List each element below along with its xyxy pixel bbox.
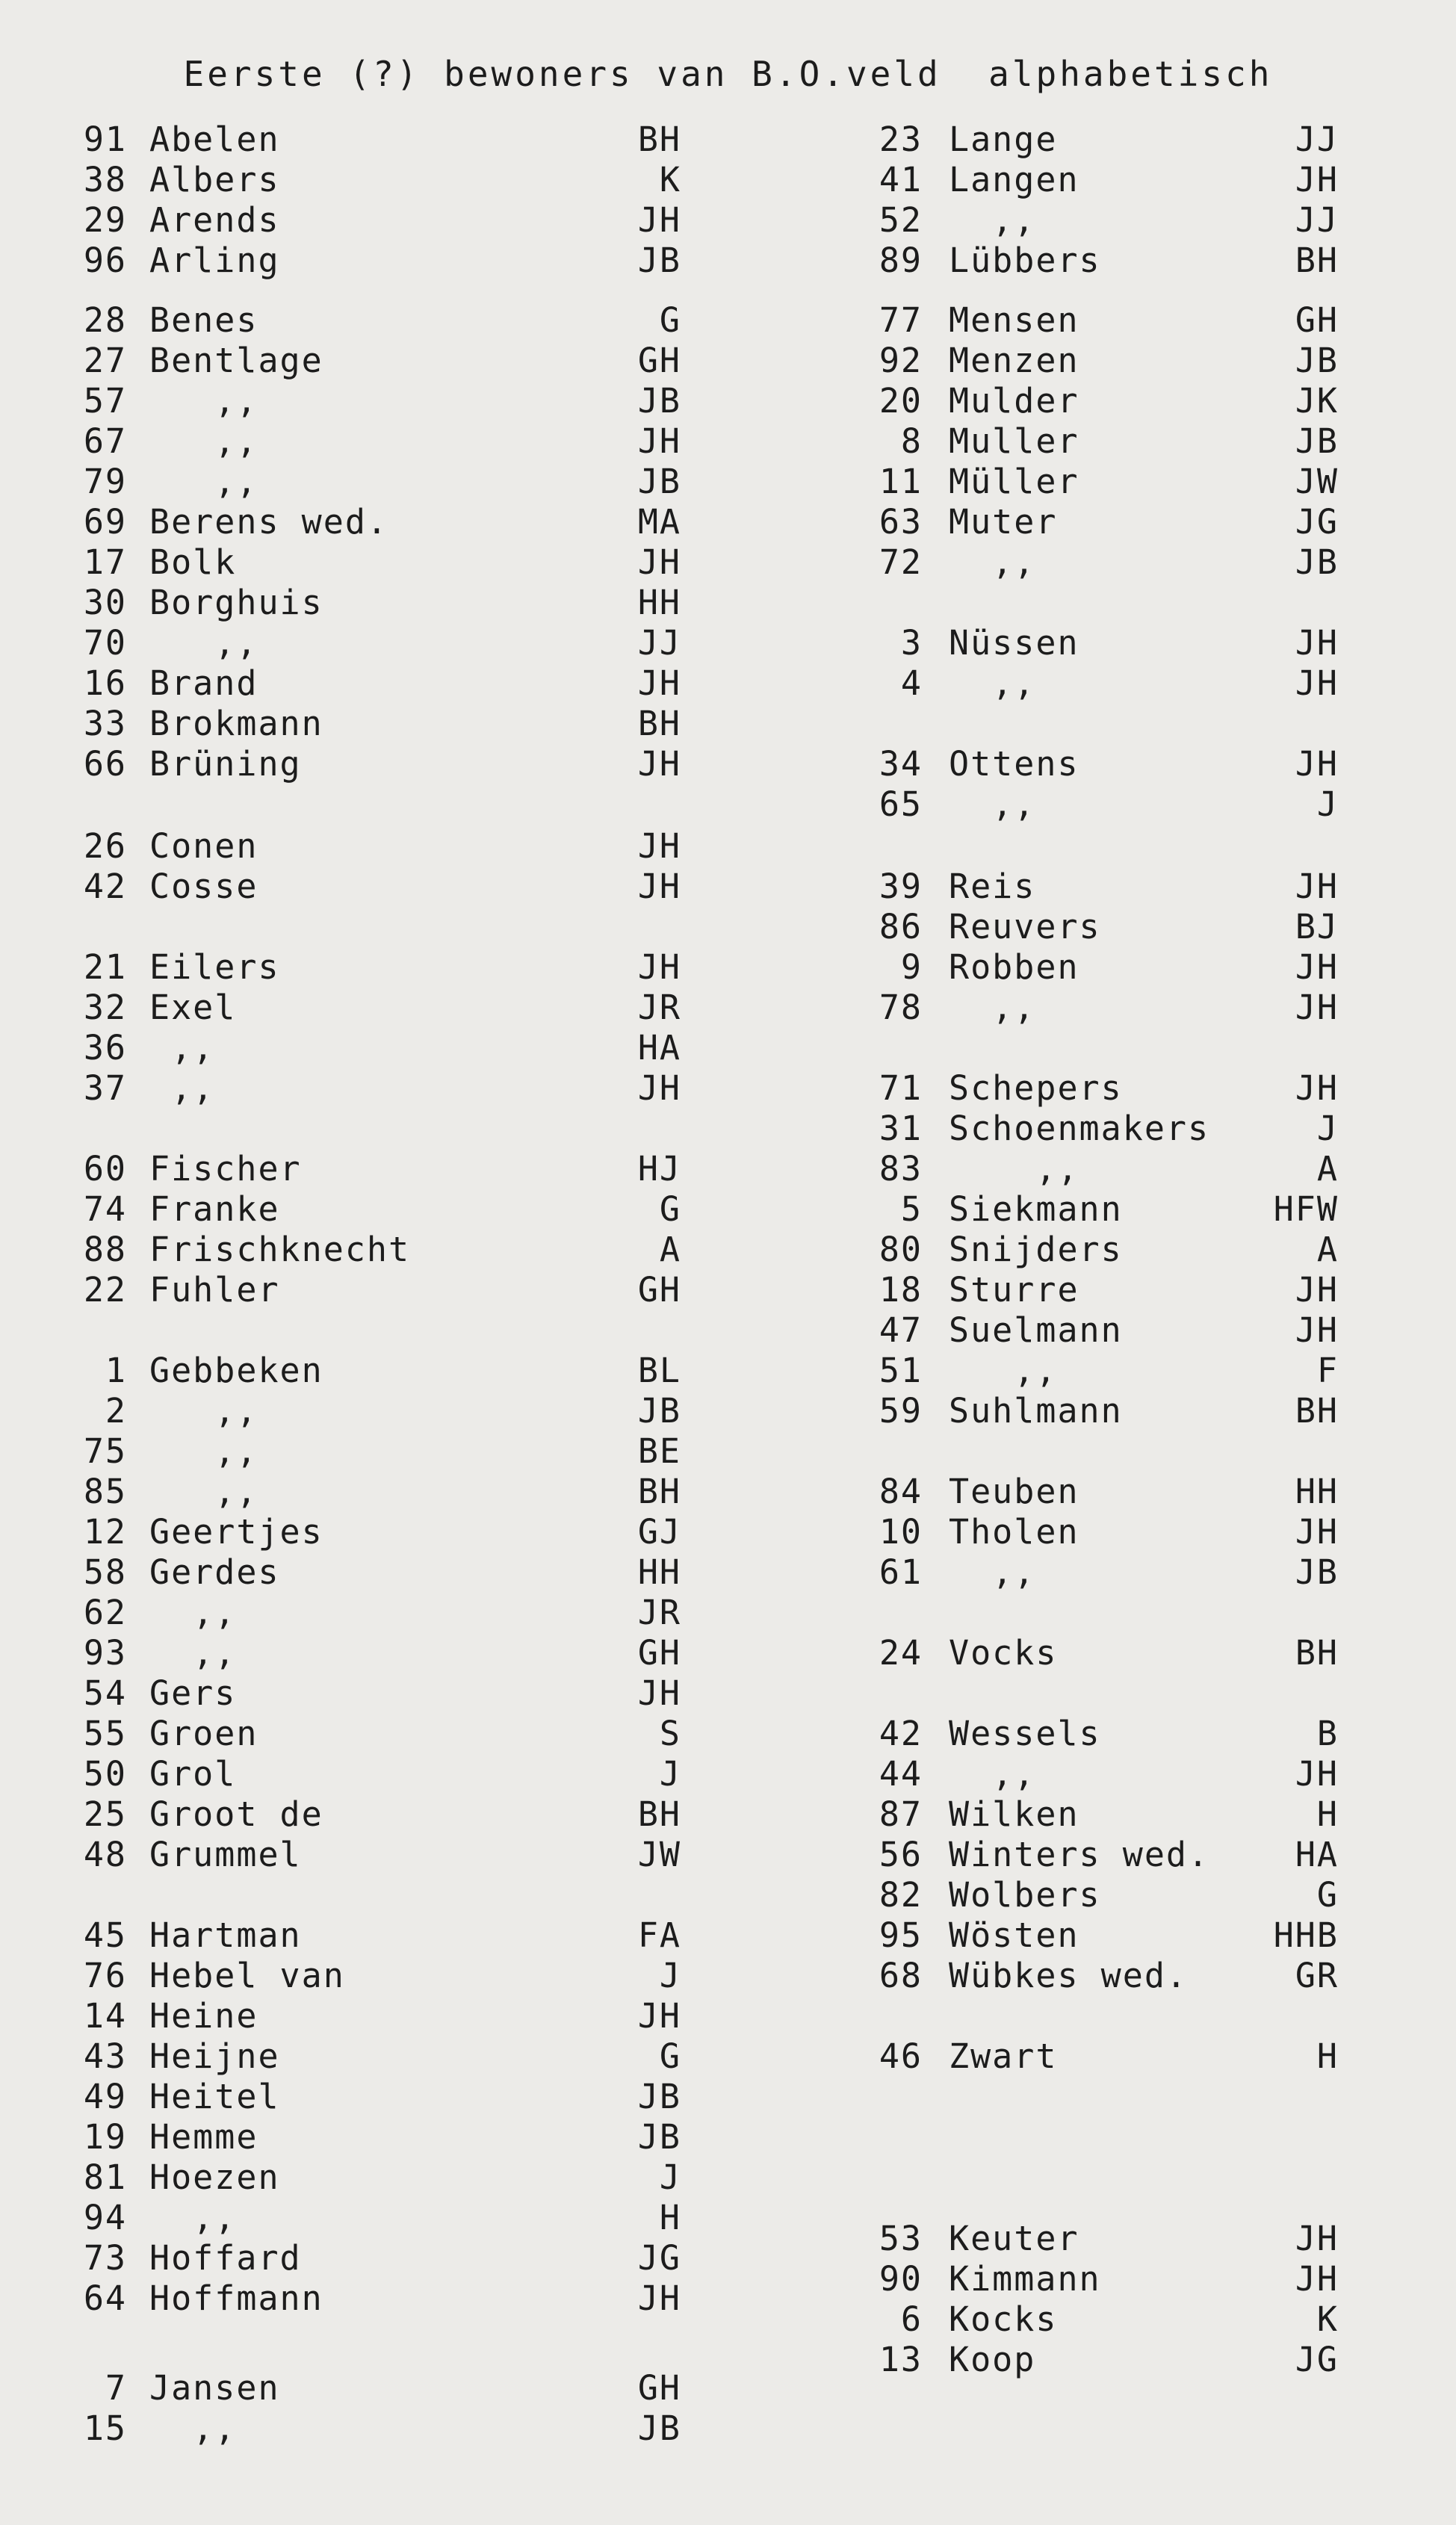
entry-number: 69: [83, 502, 127, 542]
entry-initials: JH: [637, 867, 681, 906]
entry-number: 59: [879, 1391, 923, 1431]
entry-name: Fuhler: [149, 1270, 280, 1310]
entry-name: ,,: [149, 1633, 237, 1673]
entry-initials: BH: [637, 1794, 681, 1834]
entry-number: 20: [879, 381, 923, 421]
entry-initials: JH: [637, 663, 681, 703]
entry-name: Mulder: [949, 381, 1079, 421]
entry-name: Abelen: [149, 120, 280, 159]
entry-number: 68: [879, 1956, 923, 1995]
entry-number: 8: [900, 421, 923, 461]
entry-initials: K: [1316, 2299, 1339, 2339]
entry-number: 47: [879, 1310, 923, 1350]
entry-name: Grummel: [149, 1835, 302, 1874]
entry-number: 55: [83, 1714, 127, 1753]
entry-number: 32: [83, 988, 127, 1027]
entry-initials: JH: [637, 1673, 681, 1713]
entry-name: Albers: [149, 160, 280, 199]
entry-name: Arends: [149, 200, 280, 240]
entry-number: 49: [83, 2077, 127, 2116]
entry-number: 13: [879, 2340, 923, 2379]
entry-name: Jansen: [149, 2368, 280, 2408]
entry-name: Cosse: [149, 867, 258, 906]
entry-number: 7: [105, 2368, 127, 2408]
entry-initials: JB: [1295, 341, 1339, 380]
entry-number: 78: [879, 988, 923, 1027]
entry-name: Arling: [149, 241, 280, 280]
entry-name: Grol: [149, 1754, 237, 1794]
entry-number: 53: [879, 2219, 923, 2258]
entry-initials: G: [1316, 1875, 1339, 1915]
entry-initials: GH: [637, 1633, 681, 1673]
entry-number: 86: [879, 907, 923, 947]
entry-name: Heine: [149, 1996, 258, 2036]
entry-name: Keuter: [949, 2219, 1079, 2258]
entry-number: 26: [83, 826, 127, 866]
entry-name: Ottens: [949, 744, 1079, 784]
entry-number: 43: [83, 2036, 127, 2076]
entry-initials: GH: [1295, 300, 1339, 340]
entry-number: 42: [879, 1714, 923, 1753]
entry-name: Sturre: [949, 1270, 1079, 1310]
entry-name: ,,: [149, 2198, 237, 2237]
entry-name: Wessels: [949, 1714, 1101, 1753]
entry-initials: JR: [637, 1593, 681, 1632]
entry-initials: JH: [1295, 744, 1339, 784]
entry-number: 28: [83, 300, 127, 340]
entry-number: 51: [879, 1351, 923, 1390]
entry-name: Teuben: [949, 1472, 1079, 1511]
entry-initials: JH: [637, 1996, 681, 2036]
entry-name: ,,: [149, 381, 258, 421]
entry-number: 60: [83, 1149, 127, 1189]
entry-number: 70: [83, 623, 127, 663]
entry-name: ,,: [149, 1068, 215, 1108]
entry-number: 74: [83, 1189, 127, 1229]
entry-number: 80: [879, 1230, 923, 1269]
entry-name: Kocks: [949, 2299, 1058, 2339]
entry-name: Vocks: [949, 1633, 1058, 1673]
entry-initials: JH: [637, 542, 681, 582]
entry-name: Mensen: [949, 300, 1079, 340]
entry-name: Conen: [149, 826, 258, 866]
entry-number: 83: [879, 1149, 923, 1189]
entry-number: 15: [83, 2408, 127, 2448]
entry-name: Heitel: [149, 2077, 280, 2116]
entry-name: ,,: [949, 1149, 1079, 1189]
entry-name: Exel: [149, 988, 237, 1027]
entry-name: Groen: [149, 1714, 258, 1753]
entry-name: Brüning: [149, 744, 302, 784]
entry-number: 79: [83, 462, 127, 501]
entry-initials: JH: [1295, 663, 1339, 703]
entry-initials: S: [659, 1714, 681, 1753]
entry-name: Suelmann: [949, 1310, 1123, 1350]
entry-number: 67: [83, 421, 127, 461]
entry-name: ,,: [149, 1391, 258, 1431]
entry-name: Reuvers: [949, 907, 1101, 947]
entry-name: Schepers: [949, 1068, 1123, 1108]
entry-initials: JH: [637, 200, 681, 240]
entry-number: 95: [879, 1915, 923, 1955]
entry-number: 36: [83, 1028, 127, 1068]
entry-initials: BH: [637, 704, 681, 743]
entry-initials: BH: [1295, 1633, 1339, 1673]
entry-number: 42: [83, 867, 127, 906]
entry-name: ,,: [949, 200, 1036, 240]
entry-name: ,,: [949, 663, 1036, 703]
entry-initials: JH: [637, 2278, 681, 2318]
entry-name: Hoffard: [149, 2238, 302, 2278]
entry-name: ,,: [949, 1754, 1036, 1794]
entry-number: 50: [83, 1754, 127, 1794]
entry-name: Kimmann: [949, 2259, 1101, 2299]
entry-number: 71: [879, 1068, 923, 1108]
entry-number: 89: [879, 241, 923, 280]
entry-name: Wübkes wed.: [949, 1956, 1189, 1995]
entry-name: Brokmann: [149, 704, 323, 743]
entry-initials: JH: [1295, 947, 1339, 987]
entry-number: 21: [83, 947, 127, 987]
entry-number: 64: [83, 2278, 127, 2318]
entry-number: 63: [879, 502, 923, 542]
entry-number: 82: [879, 1875, 923, 1915]
entry-name: ,,: [949, 1552, 1036, 1592]
entry-initials: JB: [637, 381, 681, 421]
entry-number: 17: [83, 542, 127, 582]
entry-name: Robben: [949, 947, 1079, 987]
entry-name: Suhlmann: [949, 1391, 1123, 1431]
entry-initials: BH: [637, 1472, 681, 1511]
entry-name: Langen: [949, 160, 1079, 199]
entry-initials: HA: [637, 1028, 681, 1068]
entry-name: ,,: [949, 988, 1036, 1027]
entry-initials: A: [1316, 1149, 1339, 1189]
entry-number: 77: [879, 300, 923, 340]
entry-initials: HH: [1295, 1472, 1339, 1511]
entry-name: ,,: [149, 462, 258, 501]
entry-initials: JG: [1295, 502, 1339, 542]
entry-name: ,,: [949, 784, 1036, 824]
entry-number: 41: [879, 160, 923, 199]
entry-name: Hoffmann: [149, 2278, 323, 2318]
entry-name: ,,: [149, 2408, 237, 2448]
entry-name: Wilken: [949, 1794, 1079, 1834]
entry-initials: B: [1316, 1714, 1339, 1753]
entry-number: 34: [879, 744, 923, 784]
entry-name: Siekmann: [949, 1189, 1123, 1229]
entry-name: Groot de: [149, 1794, 323, 1834]
entry-initials: GH: [637, 1270, 681, 1310]
entry-name: Reis: [949, 867, 1036, 906]
entry-initials: GH: [637, 341, 681, 380]
entry-name: Wolbers: [949, 1875, 1101, 1915]
entry-initials: JH: [1295, 988, 1339, 1027]
entry-initials: JH: [1295, 867, 1339, 906]
entry-initials: HJ: [637, 1149, 681, 1189]
entry-initials: H: [1316, 1794, 1339, 1834]
entry-initials: G: [659, 2036, 681, 2076]
entry-initials: JW: [637, 1835, 681, 1874]
entry-initials: F: [1316, 1351, 1339, 1390]
entry-name: Bolk: [149, 542, 237, 582]
entry-number: 62: [83, 1593, 127, 1632]
entry-initials: J: [1316, 784, 1339, 824]
entry-number: 96: [83, 241, 127, 280]
entry-initials: J: [659, 2157, 681, 2197]
entry-initials: JH: [1295, 160, 1339, 199]
entry-initials: JH: [637, 826, 681, 866]
entry-name: Franke: [149, 1189, 280, 1229]
entry-name: Nüssen: [949, 623, 1079, 663]
entry-number: 66: [83, 744, 127, 784]
entry-number: 10: [879, 1512, 923, 1552]
entry-number: 23: [879, 120, 923, 159]
entry-number: 84: [879, 1472, 923, 1511]
entry-name: ,,: [149, 1431, 258, 1471]
entry-initials: JG: [637, 2238, 681, 2278]
entry-number: 91: [83, 120, 127, 159]
entry-initials: JH: [1295, 623, 1339, 663]
entry-number: 38: [83, 160, 127, 199]
entry-number: 25: [83, 1794, 127, 1834]
entry-name: Eilers: [149, 947, 280, 987]
entry-number: 14: [83, 1996, 127, 2036]
entry-number: 54: [83, 1673, 127, 1713]
entry-name: Gerdes: [149, 1552, 280, 1592]
entry-number: 72: [879, 542, 923, 582]
entry-initials: BH: [1295, 241, 1339, 280]
entry-initials: JH: [1295, 1512, 1339, 1552]
entry-name: Muter: [949, 502, 1058, 542]
entry-initials: JK: [1295, 381, 1339, 421]
entry-name: Hoezen: [149, 2157, 280, 2197]
entry-initials: JB: [637, 2408, 681, 2448]
entry-initials: HH: [637, 583, 681, 622]
entry-name: Koop: [949, 2340, 1036, 2379]
entry-initials: JH: [1295, 1754, 1339, 1794]
entry-number: 56: [879, 1835, 923, 1874]
entry-number: 73: [83, 2238, 127, 2278]
entry-number: 27: [83, 341, 127, 380]
entry-name: Bentlage: [149, 341, 323, 380]
entry-name: ,,: [149, 623, 258, 663]
entry-name: Borghuis: [149, 583, 323, 622]
entry-number: 37: [83, 1068, 127, 1108]
entry-initials: A: [1316, 1230, 1339, 1269]
entry-number: 88: [83, 1230, 127, 1269]
entry-initials: HFW: [1273, 1189, 1339, 1229]
entry-name: ,,: [149, 1593, 237, 1632]
entry-number: 44: [879, 1754, 923, 1794]
entry-name: ,,: [149, 1472, 258, 1511]
entry-initials: G: [659, 300, 681, 340]
entry-number: 22: [83, 1270, 127, 1310]
entry-initials: HHB: [1273, 1915, 1339, 1955]
entry-name: Schoenmakers: [949, 1109, 1210, 1148]
entry-name: Tholen: [949, 1512, 1079, 1552]
entry-number: 18: [879, 1270, 923, 1310]
entry-number: 92: [879, 341, 923, 380]
entry-initials: J: [659, 1754, 681, 1794]
entry-initials: BH: [1295, 1391, 1339, 1431]
entry-number: 16: [83, 663, 127, 703]
entry-number: 81: [83, 2157, 127, 2197]
entry-initials: JH: [1295, 1068, 1339, 1108]
entry-name: Benes: [149, 300, 258, 340]
entry-number: 76: [83, 1956, 127, 1995]
entry-number: 61: [879, 1552, 923, 1592]
entry-initials: JR: [637, 988, 681, 1027]
entry-number: 12: [83, 1512, 127, 1552]
entry-number: 93: [83, 1633, 127, 1673]
entry-name: Frischknecht: [149, 1230, 411, 1269]
entry-name: Geertjes: [149, 1512, 323, 1552]
entry-name: Lange: [949, 120, 1058, 159]
entry-initials: JJ: [1295, 120, 1339, 159]
entry-initials: MA: [637, 502, 681, 542]
entry-initials: J: [659, 1956, 681, 1995]
entry-number: 24: [879, 1633, 923, 1673]
entry-initials: GR: [1295, 1956, 1339, 1995]
entry-number: 31: [879, 1109, 923, 1148]
entry-number: 94: [83, 2198, 127, 2237]
entry-name: Zwart: [949, 2036, 1058, 2076]
entry-initials: JH: [637, 1068, 681, 1108]
entry-initials: JW: [1295, 462, 1339, 501]
entry-initials: JH: [1295, 1310, 1339, 1350]
entry-initials: BL: [637, 1351, 681, 1390]
entry-number: 52: [879, 200, 923, 240]
entry-initials: JB: [637, 1391, 681, 1431]
entry-initials: J: [1316, 1109, 1339, 1148]
entry-name: Muller: [949, 421, 1079, 461]
entry-number: 6: [900, 2299, 923, 2339]
entry-name: Snijders: [949, 1230, 1123, 1269]
entry-initials: GH: [637, 2368, 681, 2408]
entry-number: 1: [105, 1351, 127, 1390]
entry-name: ,,: [949, 542, 1036, 582]
entry-initials: JB: [637, 2077, 681, 2116]
entry-number: 48: [83, 1835, 127, 1874]
entry-initials: JH: [1295, 1270, 1339, 1310]
entry-initials: JB: [637, 2117, 681, 2157]
entry-name: ,,: [949, 1351, 1058, 1390]
entry-number: 39: [879, 867, 923, 906]
entry-name: Hemme: [149, 2117, 258, 2157]
entry-initials: JB: [637, 241, 681, 280]
entry-initials: JH: [1295, 2219, 1339, 2258]
entry-number: 29: [83, 200, 127, 240]
entry-initials: JG: [1295, 2340, 1339, 2379]
entry-number: 46: [879, 2036, 923, 2076]
entry-initials: JJ: [637, 623, 681, 663]
entry-number: 19: [83, 2117, 127, 2157]
entry-number: 5: [900, 1189, 923, 1229]
entry-number: 75: [83, 1431, 127, 1471]
entry-initials: FA: [637, 1915, 681, 1955]
entry-name: Gebbeken: [149, 1351, 323, 1390]
entry-name: Lübbers: [949, 241, 1101, 280]
entry-name: ,,: [149, 421, 258, 461]
entry-name: ,,: [149, 1028, 215, 1068]
entry-initials: H: [1316, 2036, 1339, 2076]
entry-name: Hartman: [149, 1915, 302, 1955]
entry-name: Menzen: [949, 341, 1079, 380]
entry-number: 4: [900, 663, 923, 703]
entry-name: Winters wed.: [949, 1835, 1210, 1874]
entry-number: 45: [83, 1915, 127, 1955]
entry-initials: BE: [637, 1431, 681, 1471]
page-title: Eerste (?) bewoners van B.O.veld alphabetisch: [183, 54, 1273, 94]
entry-name: Brand: [149, 663, 258, 703]
entry-name: Berens wed.: [149, 502, 389, 542]
entry-number: 57: [83, 381, 127, 421]
entry-initials: JH: [637, 421, 681, 461]
entry-initials: JH: [637, 947, 681, 987]
entry-initials: JB: [1295, 542, 1339, 582]
entry-number: 9: [900, 947, 923, 987]
entry-number: 65: [879, 784, 923, 824]
entry-name: Fischer: [149, 1149, 302, 1189]
entry-number: 11: [879, 462, 923, 501]
entry-number: 2: [105, 1391, 127, 1431]
entry-initials: JJ: [1295, 200, 1339, 240]
entry-initials: HH: [637, 1552, 681, 1592]
entry-initials: JH: [637, 744, 681, 784]
entry-initials: K: [659, 160, 681, 199]
entry-number: 3: [900, 623, 923, 663]
entry-initials: H: [659, 2198, 681, 2237]
entry-number: 90: [879, 2259, 923, 2299]
entry-initials: JB: [1295, 421, 1339, 461]
entry-number: 30: [83, 583, 127, 622]
entry-name: Müller: [949, 462, 1079, 501]
entry-initials: A: [659, 1230, 681, 1269]
entry-name: Heijne: [149, 2036, 280, 2076]
entry-initials: JB: [1295, 1552, 1339, 1592]
entry-initials: JH: [1295, 2259, 1339, 2299]
entry-initials: BJ: [1295, 907, 1339, 947]
entry-initials: G: [659, 1189, 681, 1229]
entry-number: 85: [83, 1472, 127, 1511]
entry-initials: GJ: [637, 1512, 681, 1552]
entry-name: Hebel van: [149, 1956, 345, 1995]
entry-number: 58: [83, 1552, 127, 1592]
entry-number: 33: [83, 704, 127, 743]
entry-number: 87: [879, 1794, 923, 1834]
entry-initials: BH: [637, 120, 681, 159]
entry-initials: HA: [1295, 1835, 1339, 1874]
entry-initials: JB: [637, 462, 681, 501]
entry-name: Gers: [149, 1673, 237, 1713]
entry-name: Wösten: [949, 1915, 1079, 1955]
